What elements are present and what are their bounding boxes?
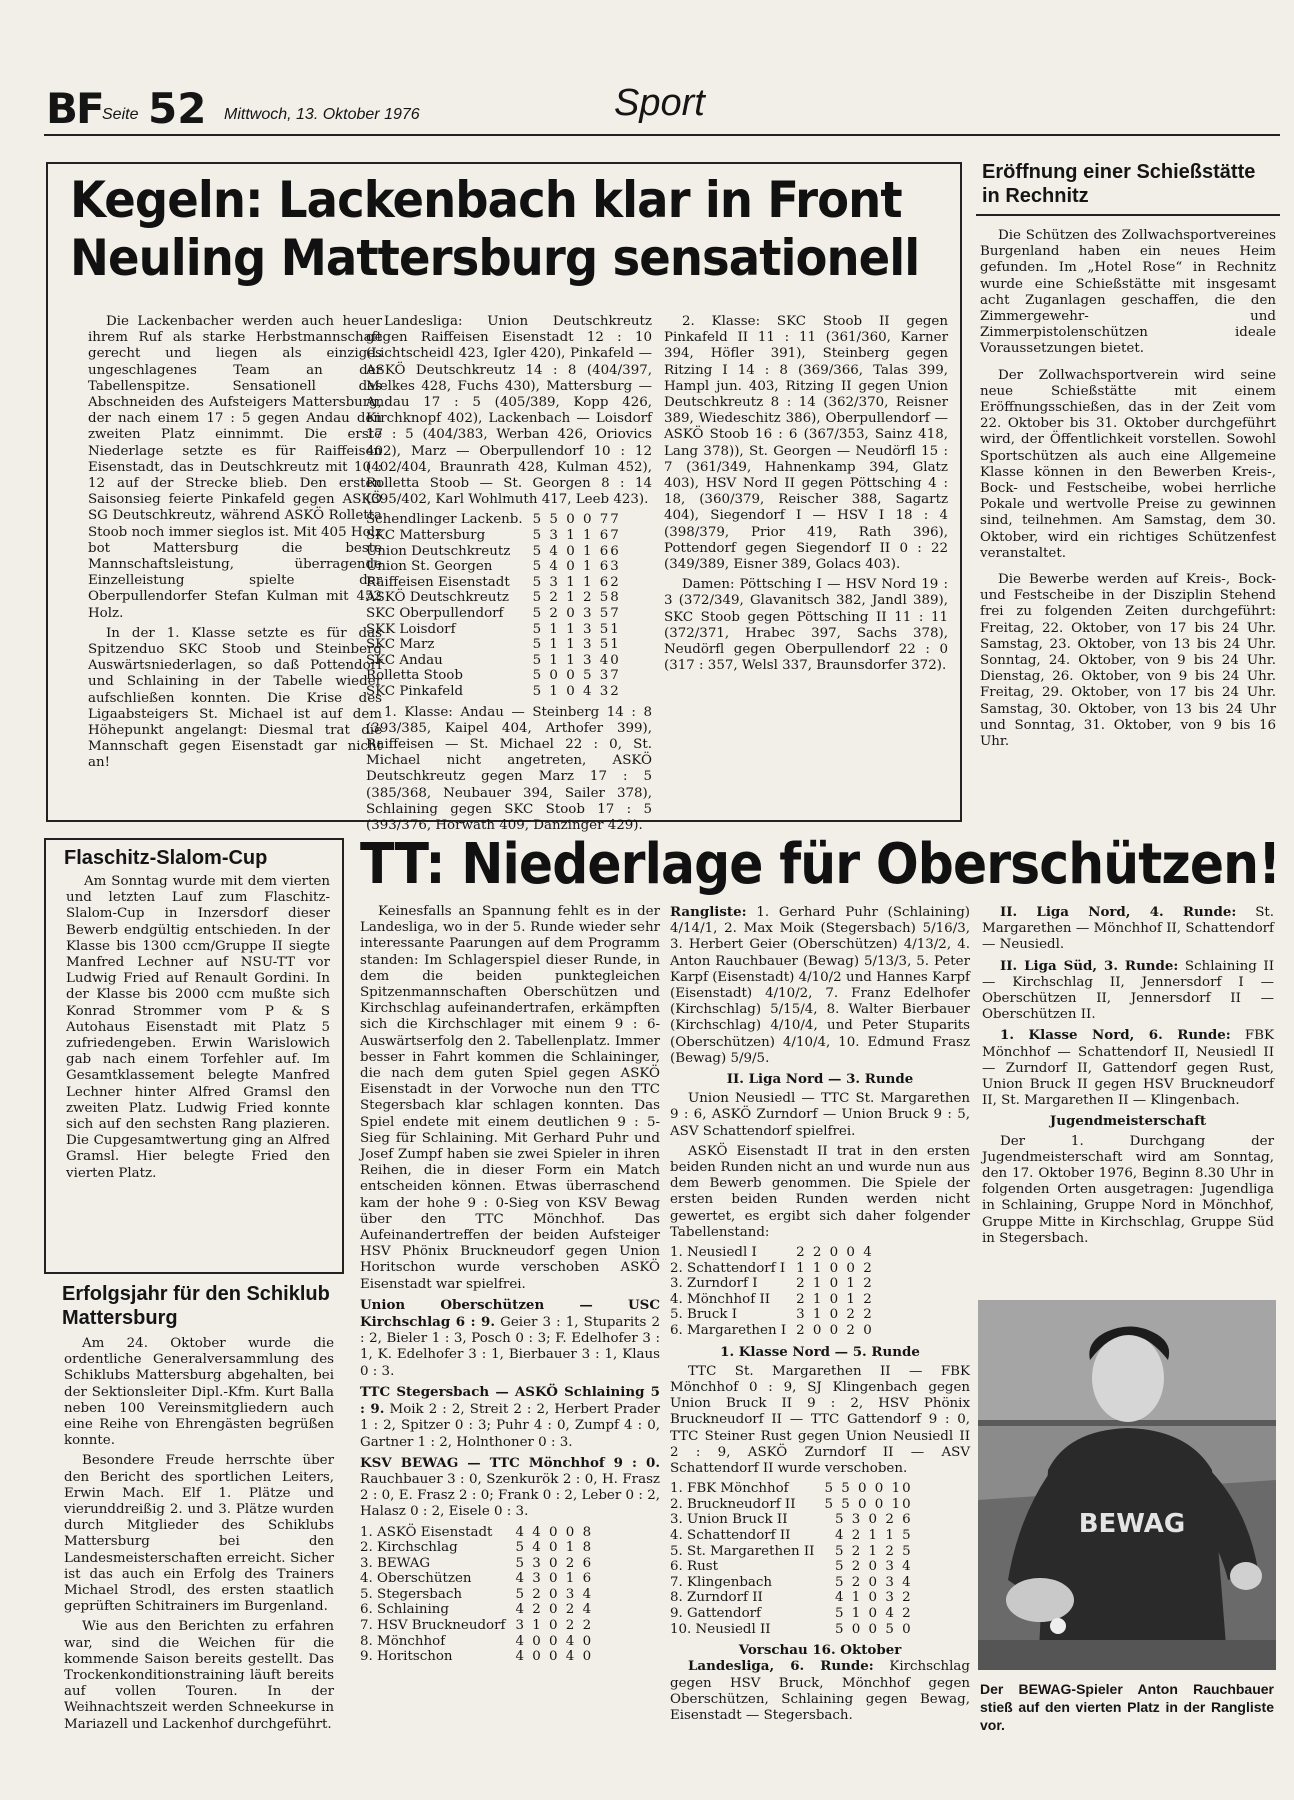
team-stats: 2 0 0 2 0	[796, 1323, 874, 1339]
standings-row	[670, 1544, 913, 1560]
match-detail: Rauchbauer 3 : 0, Szenkurök 2 : 0, H. Frasz 2 : 0, E. Frasz 2 : 0; Frank 0 : 2, Leber 0 : 2, Halasz 0 : 2, Eisele 0 : 3.	[360, 1471, 660, 1520]
match-report	[360, 1297, 660, 1380]
nord-text: St. Margarethen — Mönchhof II, Schattendorf — Neusiedl.	[982, 905, 1274, 953]
team-stats: 5 1 1 3 51	[532, 621, 621, 637]
match-heading: KSV BEWAG — TTC Mönchhof 9 : 0.	[360, 1454, 660, 1471]
team-stats: 5 2 1 2 5	[835, 1543, 913, 1559]
standings-row	[366, 622, 621, 638]
paragraph: Damen: Pöttsching I — HSV Nord 19 : 3 (372/349, Glavanitsch 382, Jandl 389), SKC Stoob gegen Pöttsching II 11 : 11 (372/371, Hrabec 397, Sachs 378), Neudörfl gegen Oberpullendorf 22 : 0 (317 : 357, Welsl 337, Braunsdorfer 372).	[664, 577, 948, 674]
team-name: 1. Neusiedl I	[670, 1245, 757, 1261]
team-stats: 5 3 1 1 67	[532, 528, 621, 544]
team-stats: 5 1 1 3 40	[532, 652, 621, 668]
team-name: Union St. Georgen	[366, 559, 493, 575]
team-stats: 5 3 0 2 6	[515, 1555, 594, 1571]
vorschau-subheading: Landesliga, 6. Runde:	[688, 1658, 874, 1675]
standings-row	[360, 1540, 593, 1556]
klasse-nord-standings	[670, 1481, 913, 1637]
standings-row	[670, 1323, 874, 1339]
standings-row	[366, 637, 621, 653]
player-photo-illustration	[978, 1300, 1276, 1670]
kegeln-standings	[366, 512, 621, 699]
kegeln-headline-1: Kegeln: Lackenbach klar in Front	[70, 171, 902, 229]
team-name: 3. Union Bruck II	[670, 1512, 788, 1528]
logo: BF	[46, 84, 103, 133]
team-name: 8. Zurndorf II	[670, 1590, 763, 1606]
team-stats: 2 2 0 0 4	[796, 1245, 874, 1261]
team-name: 1. ASKÖ Eisenstadt	[360, 1524, 493, 1540]
team-name: ASKÖ Deutschkreutz	[366, 590, 509, 606]
standings-row	[670, 1559, 913, 1575]
team-stats: 5 0 0 5 37	[532, 668, 621, 684]
match-heading: TTC Stegersbach — ASKÖ Schlaining 5 : 9.	[360, 1383, 660, 1418]
team-stats: 5 4 0 1 8	[515, 1540, 594, 1556]
match-report	[360, 1455, 660, 1521]
team-name: 5. Bruck I	[670, 1307, 738, 1323]
paragraph: TTC St. Margarethen II — FBK Mönchhof 0 : 9, SJ Klingenbach gegen Union Bruck II 9 : 2, HSV Phönix Bruckneudorf II — TTC Gattendorf 9 : 0, TTC Steiner Rust gegen Union Neusiedl II 2 : 9, ASKÖ Zurndorf II — ASV Schattendorf II wurde verschoben.	[670, 1363, 970, 1477]
team-stats: 2 1 0 1 2	[796, 1291, 874, 1307]
match-report	[360, 1384, 660, 1451]
paragraph: Wie aus den Berichten zu erfahren war, sind die Weichen für die kommende Saison bereits gestellt. Das Trockenkonditionstraining läuft bereits auf vollen Touren. In der Weihnachtszeit werden Schneekurse in Mariazell und Lackenhof durchgeführt.	[64, 1619, 334, 1732]
slalom-body	[66, 874, 330, 1186]
team-name: 5. Stegersbach	[360, 1586, 462, 1602]
team-stats: 5 0 0 5 0	[835, 1621, 913, 1637]
paragraph: Der 1. Durchgang der Jugendmeisterschaft wird am Sonntag, den 17. Oktober 1976, Beginn 8.30 Uhr in folgenden Orten ausgetragen: Jugendliga in Schlaining, Gruppe Nord in Mönchhof, Gruppe Mitte in Kirchschlag, Gruppe Süd in Stegersbach.	[982, 1133, 1274, 1246]
subheading: 1. Klasse Nord — 5. Runde	[720, 1343, 920, 1360]
schiklub-body	[64, 1336, 334, 1737]
tt-column-1	[360, 904, 660, 1670]
paragraph: Die Schützen des Zollwachsportvereines Burgenland haben ein neues Heim gefunden. Im „Hotel Rose“ in Rechnitz wurde eine Schießstätte mit insgesamt acht Zuganlagen geschaffen, die den Zimmergewehr- und Zimmerpistolenschützen ideale Voraussetzungen bietet.	[980, 228, 1276, 357]
team-stats: 5 2 0 3 4	[835, 1574, 913, 1590]
match-heading: Union Oberschützen — USC Kirchschlag 6 : 9.	[360, 1296, 660, 1331]
schiklub-headline: Erfolgsjahr für den Schiklub Mattersburg	[62, 1283, 330, 1329]
slalom-headline: Flaschitz-Slalom-Cup	[64, 847, 268, 869]
team-name: 7. HSV Bruckneudorf	[360, 1618, 506, 1634]
paragraph: Am 24. Oktober wurde die ordentliche Generalversammlung des Schiklubs Mattersburg abgehalten, bei der Sektionsleiter Dipl.-Kfm. Kurt Balla neben 100 Vereinsmitgliedern auch eine Reihe von Ehrengästen begrüßen konnte.	[64, 1336, 334, 1449]
team-name: 9. Horitschon	[360, 1649, 453, 1665]
paragraph: Die Lackenbacher werden auch heuer ihrem Ruf als starke Herbstmannschaft gerecht und liegen als einziges ungeschlagenes Team an der Tabellenspitze. Sensationell das Abschneiden des Aufsteigers Mattersburg, der nach einem 17 : 5 gegen Andau den zweiten Platz einnimmt. Die erste Niederlage setzte es für Raiffeisen Eisenstadt, das in Deutschkreutz mit 10 : 12 auf der Strecke blieb. Den ersten Saisonsieg feierte Pinkafeld gegen ASKÖ SG Deutschkreutz, während ASKÖ Rolletta Stoob noch immer sieglos ist. Mit 405 Holz bot Mattersburg die beste Mannschaftsleistung, überragende Einzelleistung spielte der Oberpullendorfer Stefan Kulman mit 452 Holz.	[88, 314, 382, 621]
rangliste-heading: Rangliste:	[670, 904, 747, 920]
team-name: 4. Oberschützen	[360, 1571, 472, 1587]
team-name: Schendlinger Lackenb.	[366, 512, 523, 528]
player-photo	[978, 1300, 1276, 1670]
standings-row	[366, 575, 621, 591]
standings-row	[360, 1602, 593, 1618]
team-stats: 4 2 0 2 4	[515, 1602, 594, 1618]
team-name: 1. FBK Mönchhof	[670, 1481, 789, 1497]
standings-row	[670, 1481, 913, 1497]
klasse-heading: 1. Klasse Nord, 6. Runde:	[1000, 1027, 1231, 1044]
kegeln-column-1	[88, 314, 382, 776]
team-stats: 4 3 0 1 6	[515, 1571, 594, 1587]
subheading: II. Liga Nord — 3. Runde	[726, 1071, 914, 1088]
standings-row	[670, 1575, 913, 1591]
sued-text: Schlaining II — Kirchschlag II, Jennersdorf I — Oberschützen II, Jennersdorf II — Oberschützen II.	[982, 958, 1274, 1023]
team-name: 6. Rust	[670, 1559, 718, 1575]
match-detail: Geier 3 : 1, Stuparits 2 : 2, Bieler 1 : 3, Posch 0 : 3; F. Edelhofer 3 : 1, K. Edelhofer 3 : 1, Bierbauer 3 : 1, Klaus 0 : 3.	[360, 1315, 660, 1379]
schiess-headline: Eröffnung einer Schießstätte in Rechnitz	[976, 160, 1280, 216]
team-name: 5. St. Margarethen II	[670, 1543, 815, 1559]
kegeln-column-2	[366, 314, 652, 838]
team-name: 4. Schattendorf II	[670, 1528, 791, 1544]
team-stats: 5 2 0 3 4	[515, 1586, 594, 1602]
standings-row	[366, 590, 621, 606]
standings-row	[360, 1634, 593, 1650]
standings-row	[366, 528, 621, 544]
photo-caption: Der BEWAG-Spieler Anton Rauchbauer stieß auf den vierten Platz in der Rangliste vor.	[980, 1681, 1274, 1733]
team-name: 8. Mönchhof	[360, 1633, 446, 1649]
team-name: 4. Mönchhof II	[670, 1291, 771, 1307]
team-stats: 1 1 0 0 2	[796, 1260, 874, 1276]
standings-row	[366, 668, 621, 684]
paragraph: 1. Klasse: Andau — Steinberg 14 : 8 (393/385, Kaipel 404, Arthofer 399), Raiffeisen — St. Michael 22 : 0, St. Michael nicht angetreten, ASKÖ Deutschkreutz gegen Marz 17 : 5 (385/368, Neubauer 394, Sailer 378), Schlaining gegen SKC Stoob 17 : 5 (393/376, Horwath 409, Danzinger 429).	[366, 704, 652, 833]
standings-row	[360, 1556, 593, 1572]
paragraph: Die Bewerbe werden auf Kreis-, Bock- und Festscheibe in der Disziplin Stehend frei zu folgenden Zeiten durchgeführt: Freitag, 22. Oktober, von 17 bis 24 Uhr. Samstag, 23. Oktober, von 13 bis 24 Uhr. Sonntag, 24. Oktober, von 9 bis 24 Uhr. Dienstag, 26. Oktober, von 9 bis 24 Uhr. Freitag, 29. Oktober, von 17 bis 24 Uhr. Samstag, 30. Oktober, von 13 bis 24 Uhr und Sonntag, 31. Oktober, von 9 bis 16 Uhr.	[980, 572, 1276, 750]
team-name: 2. Kirchschlag	[360, 1540, 458, 1556]
team-name: Raiffeisen Eisenstadt	[366, 574, 510, 590]
team-name: 6. Margarethen I	[670, 1323, 787, 1339]
team-stats: 5 4 0 1 63	[532, 559, 621, 575]
team-name: 3. Zurndorf I	[670, 1276, 758, 1292]
schiess-body	[980, 228, 1276, 754]
page-label: Seite	[102, 106, 139, 123]
standings-row	[670, 1307, 874, 1323]
standings-row	[670, 1245, 874, 1261]
team-stats: 5 3 1 1 62	[532, 574, 621, 590]
team-stats: 4 1 0 3 2	[835, 1590, 913, 1606]
paragraph	[670, 904, 970, 1067]
standings-row	[360, 1525, 593, 1541]
standings-row	[670, 1622, 913, 1638]
paragraph	[982, 904, 1274, 954]
team-stats: 4 2 1 1 5	[835, 1528, 913, 1544]
page-number: 52	[148, 84, 207, 133]
kegeln-article	[46, 162, 962, 833]
nord-heading: II. Liga Nord, 4. Runde:	[1000, 904, 1237, 920]
standings-row	[366, 684, 621, 700]
team-stats: 5 5 0 0 10	[824, 1496, 913, 1512]
team-stats: 4 0 0 4 0	[515, 1633, 594, 1649]
landesliga-standings	[360, 1525, 593, 1665]
standings-row	[366, 606, 621, 622]
paragraph	[366, 314, 652, 508]
team-stats: 5 5 0 0 77	[532, 512, 621, 528]
team-name: 10. Neusiedl II	[670, 1621, 771, 1637]
tt-column-3	[982, 904, 1274, 1251]
match-detail: Moik 2 : 2, Streit 2 : 2, Herbert Prader 1 : 2, Spitzer 0 : 3; Puhr 4 : 0, Zumpf 4 : 0, Gartner 1 : 2, Holnthoner 0 : 3.	[360, 1402, 660, 1450]
team-name: 6. Schlaining	[360, 1602, 449, 1618]
team-stats: 4 0 0 4 0	[515, 1649, 594, 1665]
kegeln-headline-2: Neuling Mattersburg sensationell	[70, 229, 920, 287]
team-name: SKC Andau	[366, 652, 443, 668]
standings-row	[360, 1571, 593, 1587]
paragraph: Keinesfalls an Spannung fehlt es in der Landesliga, wo in der 5. Runde wieder sehr interessante Paarungen auf dem Programm standen: Im Schlagerspiel dieser Runde, in dem die beiden punktegleichen Spitzenmannschaften Oberschützen und Kirchschlag aufeinandertrafen, erkämpften sich die Kirchschlager mit einem 9 : 6-Auswärtserfolg den 2. Tabellenplatz. Immer besser in Fahrt kommen die Schlaininger, die nach dem guten Spiel gegen ASKÖ Eisenstadt in der Vorwoche nun den TTC Stegersbach klar schlagen konnten. Das Spiel endete mit einem deutlichen 9 : 5-Sieg für Schlaining. Mit Gerhard Puhr und Josef Zumpf haben sie zwei Spieler in ihren Reihen, die in dieser Form ein Match entscheiden können. Etwas überraschend kam der hohe 9 : 0-Sieg von KSV Bewag über den TTC Mönchhof. Das Aufeinandertreffen der beiden Aufsteiger HSV Phönix Bruckneudorf gegen Union Horitschon wurde verschoben ASKÖ Eisenstadt war spielfrei.	[360, 904, 660, 1292]
tt-column-2	[670, 904, 970, 1728]
masthead	[44, 78, 1280, 136]
team-stats: 2 1 0 1 2	[796, 1276, 874, 1292]
standings-row	[366, 512, 621, 528]
paragraph: Union Neusiedl — TTC St. Margarethen 9 : 6, ASKÖ Zurndorf — Union Bruck 9 : 5, ASV Schattendorf spielfrei.	[670, 1091, 970, 1139]
paragraph: Am Sonntag wurde mit dem vierten und letzten Lauf zum Flaschitz-Slalom-Cup in Inzersdorf dieser Bewerb endgültig entschieden. In der Klasse bis 1300 ccm/Gruppe II siegte Manfred Lechner auf NSU-TT vor Ludwig Fried auf Renault Gordini. In der Klasse bis 2000 ccm mußte sich Konrad Strommer vom P & S Autohaus Eisenstadt mit Platz 5 zufriedengeben. Erwin Warislowich gab nach einem Torfehler auf. Im Gesamtklassement belegte Manfred Lechner hinter Alfred Gramsl den zweiten Platz. Ludwig Fried konnte sich auf den sechsten Rang plazieren. Die Cupgesamtwertung ging an Alfred Gramsl. Hier belegte Fried den vierten Platz.	[66, 874, 330, 1181]
paragraph	[982, 958, 1274, 1024]
standings-row	[670, 1497, 913, 1513]
team-stats: 3 1 0 2 2	[796, 1307, 874, 1323]
team-name: SKC Oberpullendorf	[366, 606, 504, 621]
vorschau-text: Kirchschlag gegen HSV Bruck, Mönchhof gegen Oberschützen, Schlaining gegen Bewag, Eisenstadt — Stegersbach.	[670, 1659, 970, 1723]
team-stats: 5 1 0 4 2	[835, 1606, 913, 1621]
subheading: Vorschau 16. Oktober	[738, 1642, 902, 1659]
paragraph	[670, 1658, 970, 1724]
standings-row	[670, 1590, 913, 1606]
team-name: 9. Gattendorf	[670, 1606, 762, 1621]
schiklub-article	[44, 1276, 344, 1766]
standings-row	[670, 1528, 913, 1544]
standings-row	[670, 1606, 913, 1622]
issue-date: Mittwoch, 13. Oktober 1976	[224, 106, 420, 123]
paragraph: Der Zollwachsportverein wird seine neue Schießstätte mit einem Eröffnungsschießen, das in der Zeit vom 22. Oktober bis 31. Oktober durchgeführt wird, der Öffentlichkeit vorstellen. Sowohl Sportschützen als auch eine Allgemeine Klasse können in den Bewerben Kreis-, Bock- und Festscheibe, wobei herrliche Pokale und wertvolle Preise zu gewinnen sind, teilnehmen. Am Samstag, dem 30. Oktober, wird ein richtiges Schützenfest veranstaltet.	[980, 367, 1276, 561]
team-name: SKC Mattersburg	[366, 528, 486, 544]
team-name: 2. Bruckneudorf II	[670, 1496, 796, 1512]
team-stats: 5 4 0 1 66	[532, 543, 621, 559]
landesliga-results: Landesliga: Union Deutschkreutz gegen Raiffeisen Eisenstadt 12 : 10 (Lichtscheidl 423, Igler 420), Pinkafeld — ASKÖ Deutschkreutz 14 : 8 (404/397, Melkes 428, Fuchs 430), Mattersburg — Andau 17 : 5 (405/389, Kopp 426, Kirchknopf 402), Lackenbach — Loisdorf 17 : 5 (404/383, Werban 426, Oriovics 402), Marz — Oberpullendorf 10 : 12 (402/404, Braunrath 428, Kulman 452), Rolletta Stoob — St. Georgen 8 : 14 (395/402, Karl Wohlmuth 417, Leeb 423).	[366, 314, 652, 508]
section-title: Sport	[614, 82, 705, 124]
team-stats: 5 1 1 3 51	[532, 637, 621, 653]
team-stats: 5 1 0 4 32	[532, 683, 621, 699]
paragraph: 2. Klasse: SKC Stoob II gegen Pinkafeld II 11 : 11 (361/360, Karner 394, Höfler 391), Steinberg gegen Ritzing I 14 : 8 (369/366, Talas 399, Hampl jun. 403, Ritzing II gegen Union Deutschkreutz 8 : 14 (362/370, Reisner 389, Wiedeschitz 386), Oberpullendorf — ASKÖ Stoob 16 : 6 (367/353, Sainz 418, Lang 378)), St. Georgen — Neudörfl 15 : 7 (361/349, Hahnenkamp 394, Glatz 403), HSV Nord II gegen Pöttsching 4 : 18, (360/379, Reischer 388, Sagartz 404), Siegendorf I — HSV I 18 : 4 (398/379, Prior 419, Rath 396), Pottendorf gegen Siegendorf II 0 : 22 (349/389, Eisner 389, Golacs 403).	[664, 314, 948, 573]
paragraph: In der 1. Klasse setzte es für das Spitzenduo SKC Stoob und Steinberg Auswärtsniederlagen, so daß Pottendorf und Schlaining in der Tabelle wieder aufschließen konnten. Die Krise des Ligaabsteigers St. Michael ist auf dem Höhepunkt angelangt: Diesmal trat die Mannschaft gegen Eisenstadt gar nicht an!	[88, 625, 382, 771]
shirt-text: BEWAG	[1078, 1509, 1186, 1539]
team-stats: 3 1 0 2 2	[515, 1618, 594, 1634]
standings-row	[670, 1512, 913, 1528]
standings-row	[360, 1649, 593, 1665]
team-stats: 5 5 0 0 10	[824, 1481, 913, 1497]
team-name: 2. Schattendorf I	[670, 1260, 786, 1276]
paragraph: ASKÖ Eisenstadt II trat in den ersten beiden Runden nicht an und wurde nun aus dem Bewerb genommen. Die Spiele der ersten beiden Runden werden nicht gewertet, es ergibt sich daher folgender Tabellenstand:	[670, 1143, 970, 1240]
sued-heading: II. Liga Süd, 3. Runde:	[1000, 957, 1179, 974]
team-stats: 4 4 0 0 8	[515, 1524, 594, 1540]
team-name: SKC Pinkafeld	[366, 683, 464, 699]
tt-headline: TT: Niederlage für Oberschützen!	[360, 832, 1281, 897]
tt-article	[356, 834, 1282, 1784]
schiess-article	[976, 160, 1280, 830]
kegeln-column-3	[664, 314, 948, 678]
team-name: Rolletta Stoob	[366, 668, 463, 684]
team-stats: 5 2 0 3 57	[532, 606, 621, 621]
standings-row	[670, 1292, 874, 1308]
team-name: SKK Loisdorf	[366, 621, 456, 637]
standings-row	[360, 1618, 593, 1634]
team-name: Union Deutschkreutz	[366, 543, 511, 559]
liga-nord-standings	[670, 1245, 874, 1339]
team-name: 7. Klingenbach	[670, 1574, 773, 1590]
team-name: SKC Marz	[366, 637, 435, 653]
team-name: 3. BEWAG	[360, 1555, 431, 1571]
standings-row	[366, 559, 621, 575]
team-stats: 5 2 0 3 4	[835, 1559, 913, 1575]
standings-row	[366, 653, 621, 669]
subheading: Jugendmeisterschaft	[1049, 1113, 1207, 1130]
paragraph: Besondere Freude herrschte über den Bericht des sportlichen Leiters, Erwin Mach. Elf 1. Plätze und vierunddreißig 2. und 3. Plätze wurden durch Mitglieder des Schiklubs Mattersburg bei den Landesmeisterschaften erreicht. Sicher ist das auch ein Erfolg des Trainers Michael Strodl, des ersten staatlich geprüften Schitrainers im Burgenland.	[64, 1453, 334, 1615]
team-stats: 5 2 1 2 58	[532, 590, 621, 606]
slalom-article	[44, 838, 344, 1274]
rangliste-text: 1. Gerhard Puhr (Schlaining) 4/14/1, 2. Max Moik (Stegersbach) 5/16/3, 3. Herbert Geier (Oberschützen) 4/13/2, 4. Anton Rauchbauer (Bewag) 5/13/3, 5. Peter Karpf (Eisenstadt) 4/10/2 und Hannes Karpf (Eisenstadt) 4/10/2, 7. Franz Edelhofer (Kirchschlag) 5/15/4, 8. Walter Bierbauer (Kirchschlag) 4/10/4, und Peter Stuparits (Oberschützen) 4/10/4, 10. Edmund Frasz (Bewag) 5/9/5.	[670, 905, 970, 1066]
standings-row	[670, 1276, 874, 1292]
paragraph	[982, 1027, 1274, 1109]
standings-row	[360, 1587, 593, 1603]
team-stats: 5 3 0 2 6	[835, 1512, 913, 1528]
klasse-text: FBK Mönchhof — Schattendorf II, Neusiedl II — Zurndorf II, Gattendorf gegen Rust, Union Bruck II gegen HSV Bruckneudorf II, St. Margarethen II — Klingenbach.	[982, 1028, 1274, 1109]
standings-row	[366, 544, 621, 560]
standings-row	[670, 1261, 874, 1277]
